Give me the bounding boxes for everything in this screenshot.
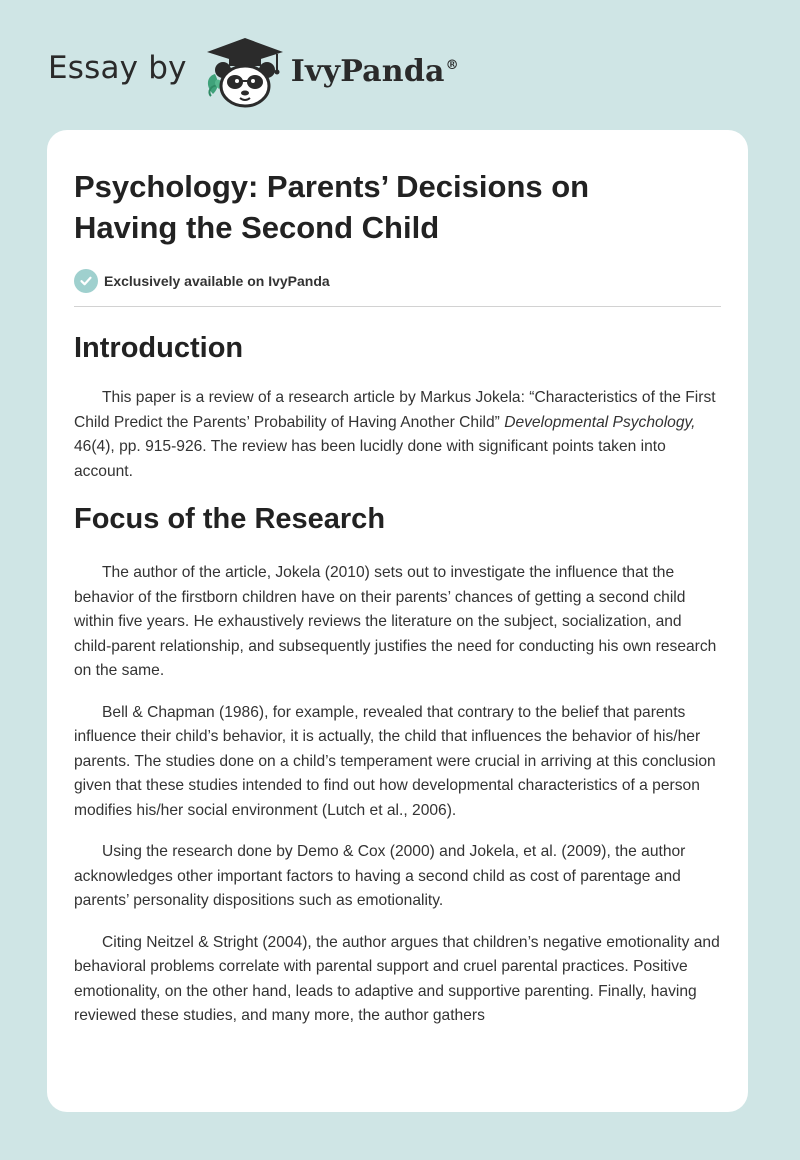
- essay-by-label: Essay by: [48, 50, 187, 86]
- page-title: Psychology: Parents’ Decisions on Having the Second Child: [74, 169, 590, 245]
- section-heading-focus: Focus of the Research: [74, 503, 386, 535]
- exclusive-badge: [74, 267, 721, 295]
- body-paragraph: Using the research done by Demo & Cox (2000) and Jokela, et al. (2009), the author acknowledges other important factors to having a second child as cost of parentage and parents’ personality dispositions such as emotionality.: [74, 843, 686, 909]
- panda-logo-icon: [199, 34, 291, 110]
- body-paragraph: Citing Neitzel & Stright (2004), the author argues that children’s negative emotionality and behavioral problems correlate with parental support and cruel parental practices. Positive emotionality, on the other hand, leads to adaptive and supportive parenting. Finally, having reviewed these studies, and many more, the author gathers: [74, 933, 720, 1024]
- divider: [74, 306, 721, 307]
- checkmark-icon: [74, 269, 98, 293]
- section-heading-introduction: Introduction: [74, 332, 244, 364]
- intro-paragraph: This paper is a review of a research article by Markus Jokela: “Characteristics of the First Child Predict the Parents’ Probability of Having Another Child” Developmental Psychology, 46(4), pp. 915-926. The review has been lucidly done with significant points taken into account.: [74, 389, 716, 480]
- brand-name: IvyPanda®: [290, 53, 459, 89]
- essay-card: [47, 130, 748, 1112]
- site-header[interactable]: [48, 34, 459, 110]
- body-paragraph: Bell & Chapman (1986), for example, revealed that contrary to the belief that parents influence their child’s behavior, it is actually, the child that influences the behavior of his/her parents. The studies done on a child’s temperament were crucial in arriving at this conclusion given that these studies intended to find out how developmental characteristics of a person modifies his/her social environment (Lutch et al., 2006).: [74, 703, 716, 819]
- exclusive-label: Exclusively available on IvyPanda: [104, 273, 330, 289]
- body-paragraph: The author of the article, Jokela (2010) sets out to investigate the influence that the behavior of the firstborn children have on their parents’ chances of getting a second child within five years. He exhaustively reviews the literature on the subject, socialization, and child-parent relationship, and subsequently justifies the need for conducting his own research on the same.: [74, 564, 717, 679]
